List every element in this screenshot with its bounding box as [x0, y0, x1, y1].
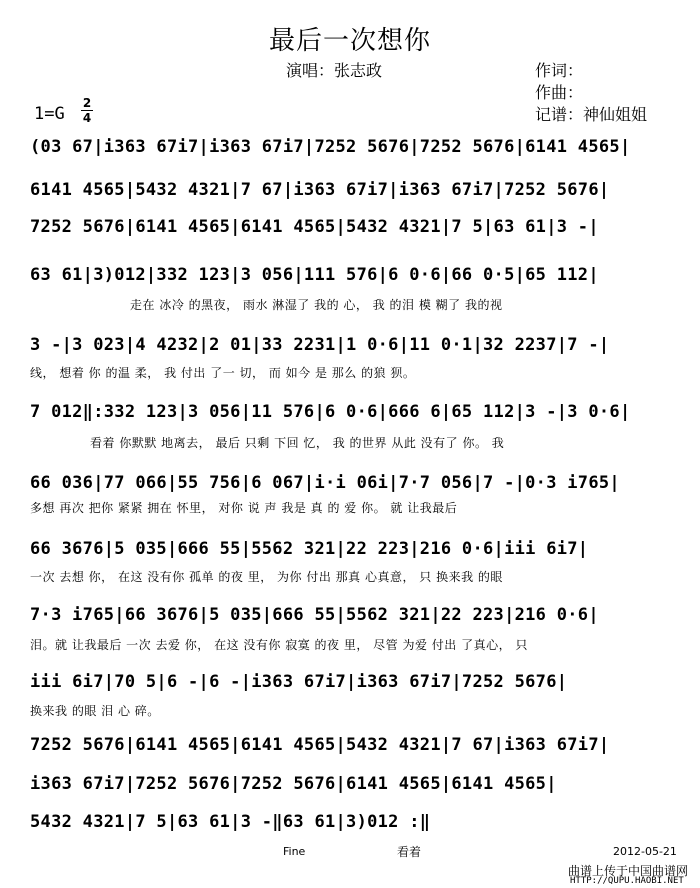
date-stamp: 2012-05-21	[613, 845, 677, 858]
score-line-12: i363 67i7|7252 5676|7252 5676|6141 4565|6141 4565|	[30, 774, 557, 794]
score-line-8: 66 3676|5 035|666 55|5562 321|22 223|216 0·6|iii 6i7|	[30, 539, 589, 559]
time-signature	[80, 97, 94, 124]
score-line-7: 66 036|77 066|55 756|6 067|i·i 06i|7·7 056|7 -|0·3 i765|	[30, 473, 620, 493]
transcriber-credit: 记谱：神仙姐姐	[535, 105, 648, 124]
singer-credit: 演唱：张志政	[286, 61, 383, 80]
score-line-10: iii 6i7|70 5|6 -|6 -|i363 67i7|i363 67i7|7252 5676|	[30, 672, 568, 692]
lyric-line-5: 线， 想着 你 的温 柔， 我 付出 了一 切， 而 如今 是 那么 的狼 狈。	[30, 366, 416, 380]
lyric-line-10: 换来我 的眼 泪 心 碎。	[30, 704, 160, 718]
score-line-11: 7252 5676|6141 4565|6141 4565|5432 4321|7 67|i363 67i7|	[30, 735, 610, 755]
time-sig-bottom: 4	[82, 111, 92, 125]
lyricist-credit: 作词：	[535, 61, 584, 80]
score-line-9: 7·3 i765|66 3676|5 035|666 55|5562 321|22 223|216 0·6|	[30, 605, 599, 625]
score-line-3: 7252 5676|6141 4565|6141 4565|5432 4321|7 5|63 61|3 -|	[30, 217, 599, 237]
score-line-4: 63 61|3)012|332 123|3 056|111 576|6 0·6|66 0·5|65 112|	[30, 265, 599, 285]
site-watermark-url: HTTP://QUPU.HAOBI.NET	[570, 876, 684, 886]
site-watermark-text: 曲谱上传于中国曲谱网	[568, 864, 689, 878]
composer-credit: 作曲：	[535, 83, 584, 102]
lyric-line-8: 一次 去想 你， 在这 没有你 孤单 的夜 里， 为你 付出 那真 心真意， 只 换来我 的眼	[30, 570, 503, 584]
fine-marker: Fine	[283, 845, 306, 858]
score-line-1: (03 67|i363 67i7|i363 67i7|7252 5676|7252 5676|6141 4565|	[30, 137, 631, 157]
lyric-line-7: 多想 再次 把你 紧紧 拥在 怀里， 对你 说 声 我是 真 的 爱 你。 就 让我最后	[30, 501, 458, 515]
page-title: 最后一次想你	[268, 26, 431, 56]
lyric-line-4: 走在 冰冷 的黑夜， 雨水 淋湿了 我的 心， 我 的泪 模 糊了 我的视	[130, 298, 503, 312]
score-line-5: 3 -|3 023|4 4232|2 01|33 2231|1 0·6|11 0·1|32 2237|7 -|	[30, 335, 610, 355]
time-sig-top: 2	[82, 96, 92, 110]
pickup-lyric: 看着	[397, 845, 422, 859]
score-line-6: 7 012‖:332 123|3 056|11 576|6 0·6|666 6|65 112|3 -|3 0·6|	[30, 402, 631, 422]
key-signature: 1=G	[34, 104, 65, 124]
lyric-line-6: 看着 你默默 地离去， 最后 只剩 下回 忆， 我 的世界 从此 没有了 你。 我	[90, 436, 505, 450]
lyric-line-9: 泪。就 让我最后 一次 去爱 你， 在这 没有你 寂寞 的夜 里， 尽管 为爱 付出 了真心， 只	[30, 638, 528, 652]
score-line-2: 6141 4565|5432 4321|7 67|i363 67i7|i363 67i7|7252 5676|	[30, 180, 610, 200]
score-line-13: 5432 4321|7 5|63 61|3 -‖63 61|3)012 :‖	[30, 812, 431, 832]
